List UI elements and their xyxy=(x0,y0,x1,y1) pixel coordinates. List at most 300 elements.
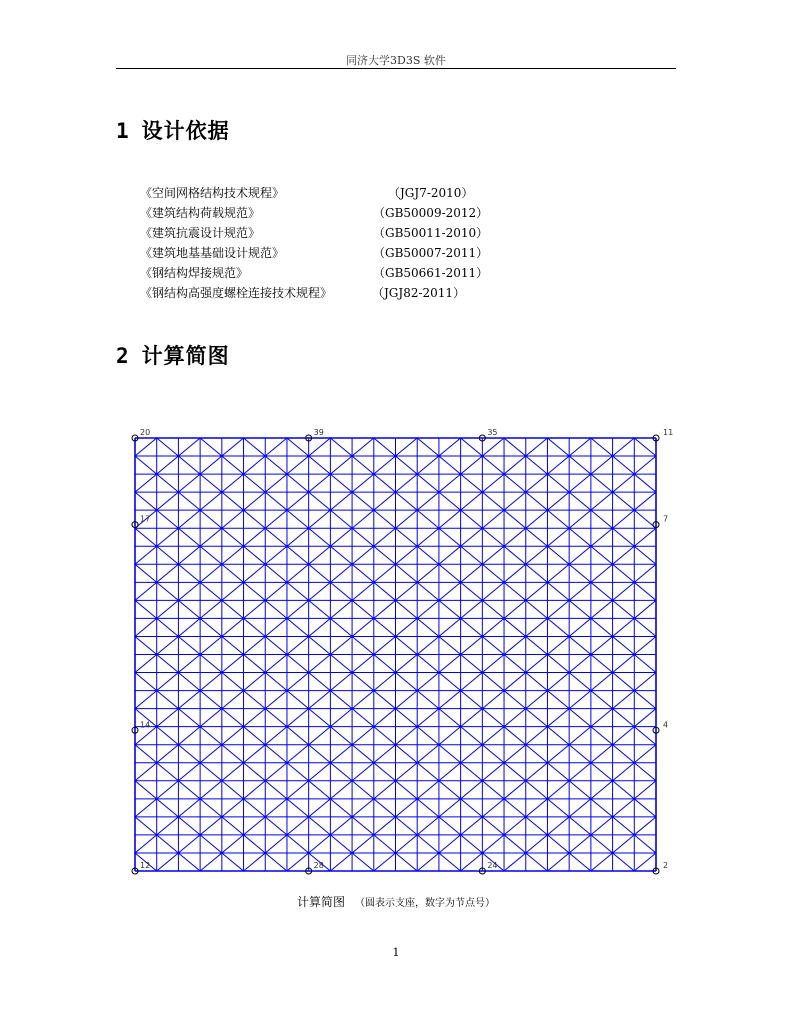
node-number-label: 20 xyxy=(140,428,151,437)
diagonal-member xyxy=(396,510,418,528)
diagonal-member xyxy=(265,817,287,835)
diagonal-member xyxy=(634,853,656,871)
diagonal-member xyxy=(265,709,287,727)
diagonal-member xyxy=(504,492,526,510)
diagonal-member xyxy=(309,528,331,546)
diagonal-member xyxy=(569,799,591,817)
diagonal-member xyxy=(439,600,461,618)
diagonal-member xyxy=(634,745,656,763)
reference-code: （GB50007-2011） xyxy=(373,246,489,260)
diagonal-member xyxy=(200,618,222,636)
diagonal-member xyxy=(482,781,504,799)
diagonal-member xyxy=(613,564,635,582)
diagonal-member xyxy=(547,799,569,817)
diagonal-member xyxy=(591,655,613,673)
diagonal-member xyxy=(439,673,461,691)
diagonal-member xyxy=(526,546,548,564)
diagonal-member xyxy=(244,456,266,474)
diagonal-member xyxy=(417,438,439,456)
diagonal-member xyxy=(157,709,179,727)
reference-name: 《钢结构高强度螺栓连接技术规程》 xyxy=(140,286,333,300)
diagonal-member xyxy=(135,600,157,618)
reference-name: 《钢结构焊接规范》 xyxy=(140,266,249,280)
diagonal-member xyxy=(178,528,200,546)
diagonal-member xyxy=(330,564,352,582)
diagonal-member xyxy=(309,745,331,763)
diagonal-member xyxy=(547,582,569,600)
diagonal-member xyxy=(135,474,157,492)
node-number-label: 39 xyxy=(313,428,324,437)
reference-list xyxy=(140,183,540,303)
diagonal-member xyxy=(178,438,200,456)
diagonal-member xyxy=(569,781,591,799)
diagonal-member xyxy=(591,582,613,600)
diagonal-member xyxy=(222,618,244,636)
diagonal-member xyxy=(547,817,569,835)
diagonal-member xyxy=(439,691,461,709)
node-number-label: 17 xyxy=(140,514,151,524)
diagonal-member xyxy=(417,636,439,654)
diagonal-member xyxy=(244,438,266,456)
diagonal-member xyxy=(591,763,613,781)
diagonal-member xyxy=(396,655,418,673)
diagonal-member xyxy=(222,528,244,546)
diagonal-member xyxy=(591,817,613,835)
diagonal-member xyxy=(200,835,222,853)
diagonal-member xyxy=(613,492,635,510)
diagonal-member xyxy=(309,474,331,492)
diagonal-member xyxy=(504,546,526,564)
diagonal-member xyxy=(482,673,504,691)
diagonal-member xyxy=(482,582,504,600)
diagonal-member xyxy=(287,492,309,510)
diagonal-member xyxy=(439,709,461,727)
diagonal-member xyxy=(396,853,418,871)
diagonal-member xyxy=(222,691,244,709)
diagonal-member xyxy=(482,727,504,745)
diagonal-member xyxy=(265,691,287,709)
diagonal-member xyxy=(591,474,613,492)
diagonal-member xyxy=(461,691,483,709)
diagonal-member xyxy=(569,582,591,600)
diagonal-member xyxy=(634,817,656,835)
diagonal-member xyxy=(157,781,179,799)
diagonal-member xyxy=(374,727,396,745)
diagonal-member xyxy=(178,456,200,474)
diagonal-member xyxy=(157,510,179,528)
diagonal-member xyxy=(396,528,418,546)
diagonal-member xyxy=(265,853,287,871)
diagonal-member xyxy=(569,618,591,636)
diagonal-member xyxy=(330,474,352,492)
diagonal-member xyxy=(330,655,352,673)
diagonal-member xyxy=(569,492,591,510)
diagonal-member xyxy=(135,673,157,691)
diagonal-member xyxy=(569,853,591,871)
diagonal-member xyxy=(200,456,222,474)
page-number: 1 xyxy=(392,946,400,959)
diagonal-member xyxy=(504,564,526,582)
diagonal-member xyxy=(591,438,613,456)
diagonal-member xyxy=(222,853,244,871)
diagonal-member xyxy=(482,835,504,853)
diagonal-member xyxy=(200,763,222,781)
diagonal-member xyxy=(613,456,635,474)
diagonal-member xyxy=(200,691,222,709)
diagonal-member xyxy=(569,835,591,853)
diagonal-member xyxy=(222,745,244,763)
diagonal-member xyxy=(417,618,439,636)
diagonal-member xyxy=(374,799,396,817)
diagonal-member xyxy=(135,745,157,763)
diagonal-member xyxy=(352,709,374,727)
diagonal-member xyxy=(504,817,526,835)
diagonal-member xyxy=(178,474,200,492)
diagonal-member xyxy=(374,438,396,456)
diagonal-member xyxy=(200,492,222,510)
diagonal-member xyxy=(613,474,635,492)
diagonal-member xyxy=(526,709,548,727)
diagonal-member xyxy=(178,763,200,781)
diagonal-member xyxy=(439,438,461,456)
diagonal-member xyxy=(461,745,483,763)
diagonal-member xyxy=(417,709,439,727)
diagonal-member xyxy=(634,691,656,709)
diagonal-member xyxy=(135,781,157,799)
diagonal-member xyxy=(200,799,222,817)
diagonal-member xyxy=(135,835,157,853)
diagonal-member xyxy=(591,492,613,510)
diagonal-member xyxy=(265,546,287,564)
diagonal-member xyxy=(613,582,635,600)
diagonal-member xyxy=(287,781,309,799)
diagonal-member xyxy=(417,817,439,835)
diagonal-member xyxy=(222,781,244,799)
diagonal-member xyxy=(526,853,548,871)
diagonal-member xyxy=(200,546,222,564)
diagonal-member xyxy=(374,456,396,474)
diagonal-member xyxy=(222,817,244,835)
diagonal-member xyxy=(352,618,374,636)
diagonal-member xyxy=(396,691,418,709)
diagonal-member xyxy=(526,582,548,600)
diagonal-member xyxy=(222,636,244,654)
diagonal-member xyxy=(439,763,461,781)
diagonal-member xyxy=(157,691,179,709)
diagonal-member xyxy=(244,709,266,727)
diagonal-member xyxy=(244,835,266,853)
diagonal-member xyxy=(591,853,613,871)
diagonal-member xyxy=(482,709,504,727)
diagonal-member xyxy=(504,853,526,871)
diagonal-member xyxy=(265,781,287,799)
diagonal-member xyxy=(417,835,439,853)
diagonal-member xyxy=(374,835,396,853)
diagonal-member xyxy=(547,691,569,709)
diagonal-member xyxy=(265,474,287,492)
diagonal-member xyxy=(265,655,287,673)
diagonal-member xyxy=(396,582,418,600)
diagonal-member xyxy=(417,745,439,763)
diagonal-member xyxy=(157,492,179,510)
diagonal-member xyxy=(222,727,244,745)
diagonal-member xyxy=(482,799,504,817)
diagonal-member xyxy=(461,727,483,745)
diagonal-member xyxy=(461,763,483,781)
diagonal-member xyxy=(309,456,331,474)
diagonal-member xyxy=(591,564,613,582)
diagonal-member xyxy=(178,492,200,510)
diagonal-member xyxy=(591,600,613,618)
diagonal-member xyxy=(613,709,635,727)
diagonal-member xyxy=(547,528,569,546)
reference-item xyxy=(140,243,540,263)
diagonal-member xyxy=(222,492,244,510)
diagonal-member xyxy=(200,582,222,600)
diagonal-member xyxy=(417,528,439,546)
diagonal-member xyxy=(222,546,244,564)
diagonal-member xyxy=(135,763,157,781)
diagonal-member xyxy=(200,600,222,618)
diagonal-member xyxy=(309,600,331,618)
diagonal-member xyxy=(287,673,309,691)
diagonal-member xyxy=(634,709,656,727)
diagonal-member xyxy=(374,691,396,709)
diagonal-member xyxy=(309,618,331,636)
diagonal-member xyxy=(374,564,396,582)
diagonal-member xyxy=(135,546,157,564)
diagonal-member xyxy=(482,474,504,492)
grid-members xyxy=(135,438,656,871)
diagonal-member xyxy=(526,655,548,673)
diagonal-member xyxy=(396,709,418,727)
diagonal-member xyxy=(439,456,461,474)
diagonal-member xyxy=(352,564,374,582)
diagonal-member xyxy=(244,510,266,528)
diagonal-member xyxy=(287,510,309,528)
diagonal-member xyxy=(178,835,200,853)
diagonal-member xyxy=(287,636,309,654)
diagonal-member xyxy=(461,709,483,727)
diagonal-member xyxy=(200,438,222,456)
diagonal-member xyxy=(417,546,439,564)
diagonal-member xyxy=(352,835,374,853)
diagonal-member xyxy=(526,528,548,546)
diagonal-member xyxy=(374,709,396,727)
diagonal-member xyxy=(634,474,656,492)
diagonal-member xyxy=(374,853,396,871)
node-number-label: 11 xyxy=(663,428,674,437)
diagonal-member xyxy=(613,817,635,835)
diagonal-member xyxy=(287,709,309,727)
diagonal-member xyxy=(569,510,591,528)
diagonal-member xyxy=(396,763,418,781)
diagonal-member xyxy=(330,618,352,636)
diagonal-member xyxy=(634,673,656,691)
diagonal-member xyxy=(265,745,287,763)
diagonal-member xyxy=(352,745,374,763)
diagonal-member xyxy=(157,727,179,745)
diagonal-member xyxy=(613,691,635,709)
diagonal-member xyxy=(374,673,396,691)
diagonal-member xyxy=(374,474,396,492)
diagonal-member xyxy=(374,582,396,600)
diagonal-member xyxy=(613,528,635,546)
reference-code: （GB50009-2012） xyxy=(373,206,489,220)
diagonal-member xyxy=(135,691,157,709)
diagonal-member xyxy=(504,636,526,654)
diagonal-member xyxy=(222,564,244,582)
node-number-label: 28 xyxy=(313,861,324,870)
diagonal-member xyxy=(309,691,331,709)
diagonal-member xyxy=(330,763,352,781)
diagonal-member xyxy=(157,763,179,781)
diagonal-member xyxy=(352,853,374,871)
diagonal-member xyxy=(178,546,200,564)
diagonal-member xyxy=(265,835,287,853)
grid-structure-diagram xyxy=(120,420,680,880)
diagonal-member xyxy=(504,474,526,492)
diagonal-member xyxy=(504,655,526,673)
diagonal-member xyxy=(591,781,613,799)
diagonal-member xyxy=(634,438,656,456)
diagonal-member xyxy=(396,564,418,582)
diagonal-member xyxy=(135,655,157,673)
diagonal-member xyxy=(417,492,439,510)
diagonal-member xyxy=(222,655,244,673)
diagonal-member xyxy=(330,600,352,618)
diagonal-member xyxy=(157,618,179,636)
diagonal-member xyxy=(439,618,461,636)
reference-name: 《建筑地基基础设计规范》 xyxy=(140,246,285,260)
diagonal-member xyxy=(591,799,613,817)
diagonal-member xyxy=(178,817,200,835)
diagonal-member xyxy=(200,745,222,763)
diagonal-member xyxy=(200,709,222,727)
diagonal-member xyxy=(569,655,591,673)
diagonal-member xyxy=(135,528,157,546)
diagonal-member xyxy=(330,709,352,727)
diagonal-member xyxy=(634,781,656,799)
diagonal-member xyxy=(352,528,374,546)
diagonal-member xyxy=(569,727,591,745)
diagonal-member xyxy=(178,655,200,673)
diagonal-member xyxy=(547,763,569,781)
diagonal-member xyxy=(200,727,222,745)
reference-item xyxy=(140,283,540,303)
diagonal-member xyxy=(244,618,266,636)
diagonal-member xyxy=(634,528,656,546)
diagonal-member xyxy=(526,636,548,654)
diagonal-member xyxy=(222,799,244,817)
diagonal-member xyxy=(439,655,461,673)
diagonal-member xyxy=(330,835,352,853)
diagonal-member xyxy=(526,474,548,492)
diagonal-member xyxy=(461,673,483,691)
node-number-label: 7 xyxy=(663,514,669,524)
diagonal-member xyxy=(135,817,157,835)
diagonal-member xyxy=(417,799,439,817)
diagonal-member xyxy=(352,799,374,817)
diagonal-member xyxy=(417,691,439,709)
diagonal-member xyxy=(157,546,179,564)
diagonal-member xyxy=(287,745,309,763)
section-title: 计算简图 xyxy=(141,344,230,368)
node-number-label: 35 xyxy=(487,428,498,437)
diagonal-member xyxy=(330,510,352,528)
diagonal-member xyxy=(352,546,374,564)
diagonal-member xyxy=(439,546,461,564)
diagonal-member xyxy=(244,600,266,618)
diagonal-member xyxy=(396,636,418,654)
diagonal-member xyxy=(352,582,374,600)
diagonal-member xyxy=(309,817,331,835)
diagonal-member xyxy=(222,673,244,691)
diagonal-member xyxy=(200,564,222,582)
diagonal-member xyxy=(265,763,287,781)
diagonal-member xyxy=(178,564,200,582)
diagonal-member xyxy=(526,817,548,835)
diagonal-member xyxy=(482,492,504,510)
diagonal-member xyxy=(352,727,374,745)
diagonal-member xyxy=(374,763,396,781)
diagonal-member xyxy=(287,582,309,600)
reference-code: （GB50011-2010） xyxy=(373,226,489,240)
diagonal-member xyxy=(547,492,569,510)
diagonal-member xyxy=(482,691,504,709)
diagonal-member xyxy=(591,745,613,763)
diagonal-member xyxy=(178,853,200,871)
diagonal-member xyxy=(526,727,548,745)
diagonal-member xyxy=(482,438,504,456)
diagonal-member xyxy=(222,510,244,528)
diagonal-member xyxy=(396,474,418,492)
diagonal-member xyxy=(396,781,418,799)
diagonal-member xyxy=(396,745,418,763)
diagonal-member xyxy=(461,510,483,528)
diagonal-member xyxy=(461,618,483,636)
diagonal-member xyxy=(396,438,418,456)
diagonal-member xyxy=(135,456,157,474)
diagonal-member xyxy=(417,853,439,871)
diagonal-member xyxy=(613,727,635,745)
diagonal-member xyxy=(200,673,222,691)
diagonal-member xyxy=(591,456,613,474)
diagonal-member xyxy=(482,745,504,763)
diagonal-member xyxy=(547,853,569,871)
diagonal-member xyxy=(439,564,461,582)
diagonal-member xyxy=(547,636,569,654)
diagonal-member xyxy=(613,763,635,781)
diagonal-member xyxy=(504,691,526,709)
diagonal-member xyxy=(352,673,374,691)
diagonal-member xyxy=(309,546,331,564)
diagonal-member xyxy=(287,456,309,474)
diagonal-member xyxy=(309,582,331,600)
diagonal-member xyxy=(222,582,244,600)
diagonal-member xyxy=(461,600,483,618)
diagonal-member xyxy=(634,546,656,564)
diagonal-member xyxy=(157,600,179,618)
reference-name: 《空间网格结构技术规程》 xyxy=(140,186,285,200)
diagonal-member xyxy=(330,673,352,691)
diagonal-member xyxy=(634,763,656,781)
diagonal-member xyxy=(135,438,157,456)
diagonal-member xyxy=(439,510,461,528)
diagonal-member xyxy=(613,618,635,636)
diagonal-member xyxy=(244,745,266,763)
section-title: 设计依据 xyxy=(141,119,230,143)
